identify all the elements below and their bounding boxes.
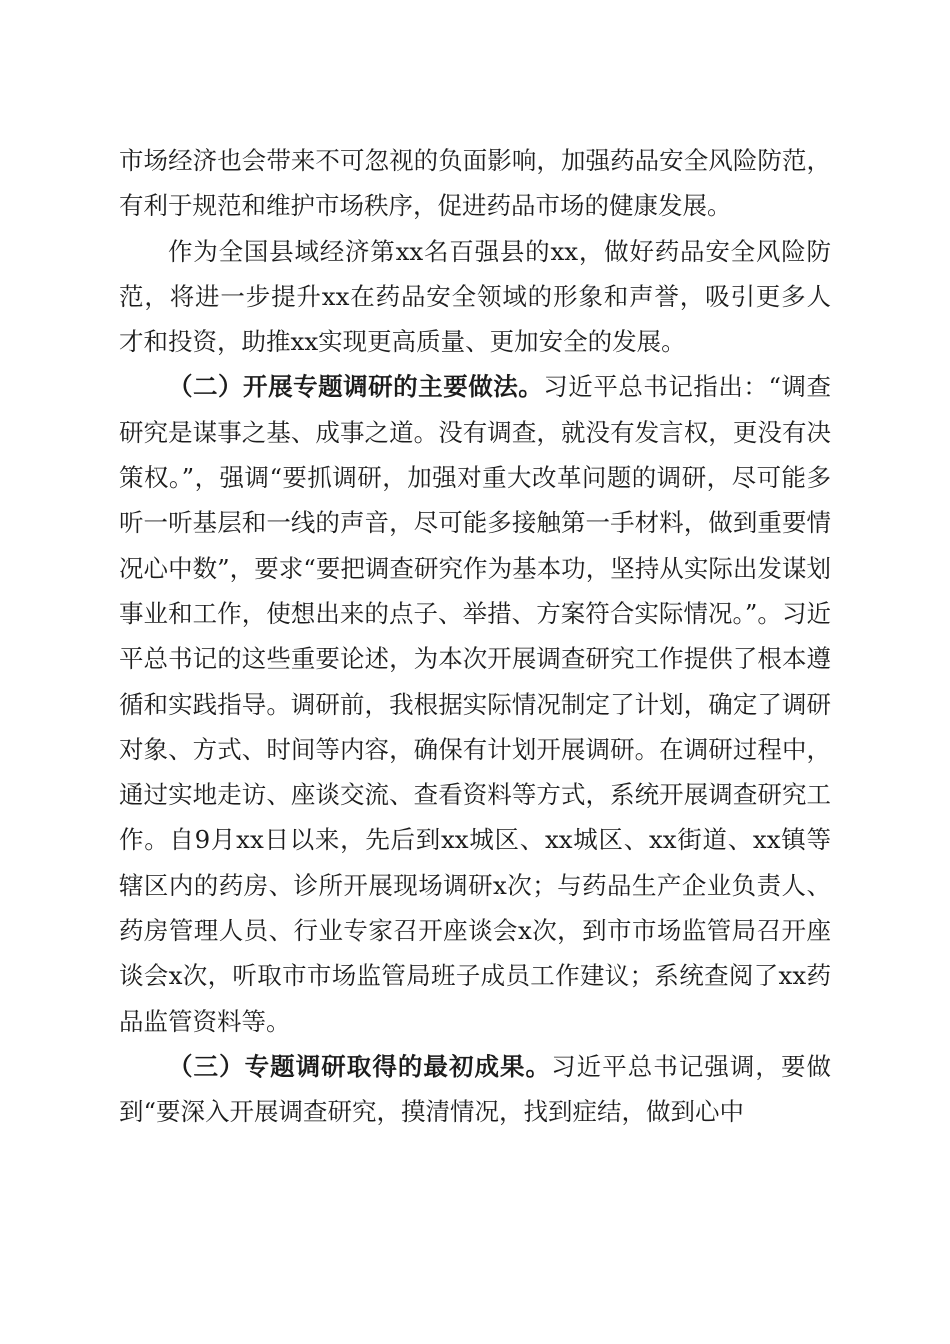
- paragraph-county-ranking: [119, 229, 831, 365]
- paragraph-section-three: [119, 1044, 831, 1135]
- paragraph-text: 市场经济也会带来不可忽视的负面影响，加强药品安全风险防范，有利于规范和维护市场秩序，促进药品市场的健康发展。: [119, 146, 831, 221]
- paragraph-text: 作为全国县域经济第xx名百强县的xx，做好药品安全风险防范，将进一步提升xx在药品安全领域的形象和声誉，吸引更多人才和投资，助推xx实现更高质量、更加安全的发展。: [119, 236, 831, 357]
- section-heading-three: （三）专题调研取得的最初成果。: [168, 1051, 552, 1081]
- paragraph-text: 习近平总书记指出：“调查研究是谋事之基、成事之道。没有调查，就没有发言权，更没有决策权。”，强调“要抓调研，加强对重大改革问题的调研，尽可能多听一听基层和一线的声音，尽可能多接触第一手材料，做到重要情况心中数”，要求“要把调查研究作为基本功，坚持从实际出发谋划事业和工作，使想出来的点子、举措、方案符合实际情况。”。习近平总书记的这些重要论述，为本次开展调查研究工作提供了根本遵循和实践指导。调研前，我根据实际情况制定了计划，确定了调研对象、方式、时间等内容，确保有计划开展调研。在调研过程中，通过实地走访、座谈交流、查看资料等方式，系统开展调查研究工作。自9月xx日以来，先后到xx城区、xx城区、xx街道、xx镇等辖区内的药房、诊所开展现场调研x次；与药品生产企业负责人、药房管理人员、行业专家召开座谈会x次，到市市场监管局召开座谈会x次，听取市市场监管局班子成员工作建议；系统查阅了xx药品监管资料等。: [119, 372, 832, 1036]
- document-body: [119, 138, 831, 1135]
- paragraph-section-two: [119, 364, 831, 1043]
- paragraph-text: 习近平总书记强调，要做到“要深入开展调查研究，摸清情况，找到症结，做到心中: [119, 1051, 832, 1127]
- section-heading-two: （二）开展专题调研的主要做法。: [168, 372, 544, 402]
- paragraph-continued: [119, 138, 831, 229]
